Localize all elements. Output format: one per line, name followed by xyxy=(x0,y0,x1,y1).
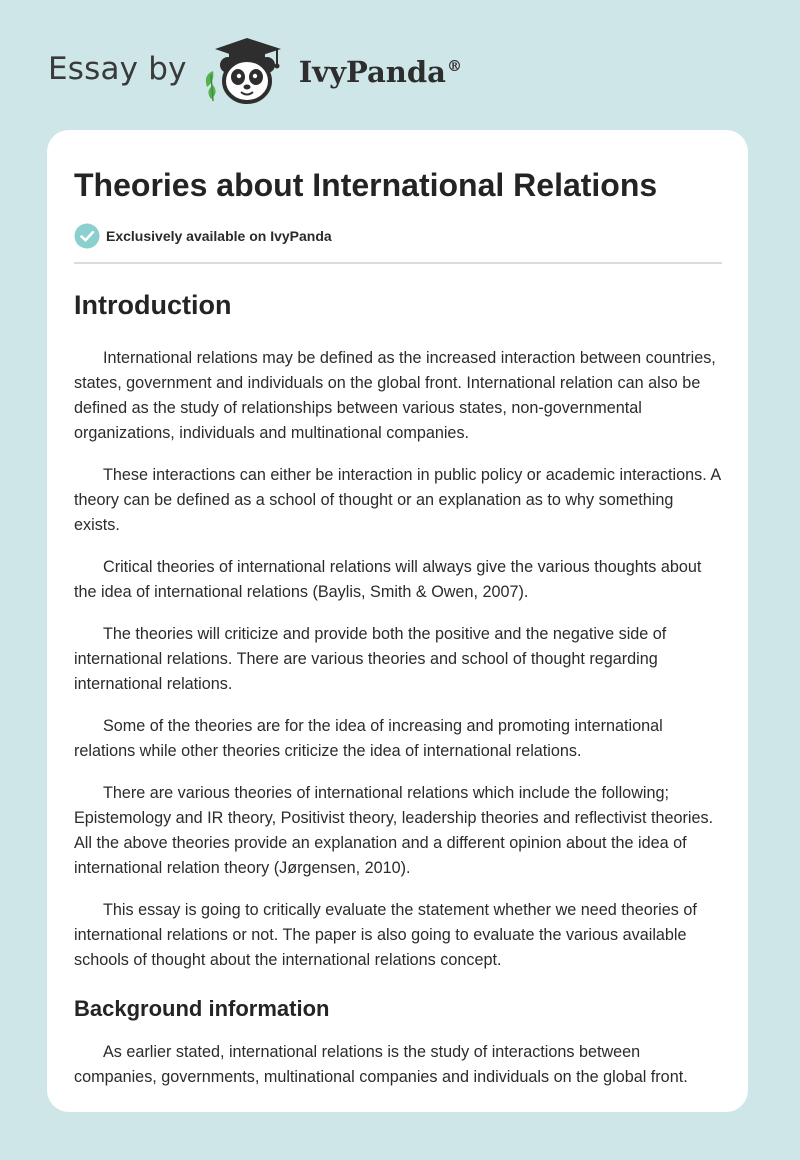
section-heading-introduction: Introduction xyxy=(74,290,232,320)
brand-name: IvyPanda® xyxy=(298,55,462,89)
brand-header xyxy=(48,36,508,106)
paragraph: There are various theories of international relations which include the following; Epistemology and IR theory, Positivist theory, leadership theories and reflectivist theories. All the above theories provide an explanation and a different opinion about the idea of international relation theory (Jørgensen, 2010). xyxy=(74,784,714,877)
section-heading-background: Background information xyxy=(74,996,330,1021)
page-title: Theories about International Relations xyxy=(74,167,658,203)
paragraph: The theories will criticize and provide both the positive and the negative side of international relations. There are various theories and school of thought regarding international relations. xyxy=(74,625,667,693)
check-circle-icon xyxy=(74,223,100,249)
introduction-body xyxy=(74,346,722,973)
brand-prefix: Essay by xyxy=(48,51,187,87)
registered-mark: ® xyxy=(446,57,462,76)
title-divider xyxy=(74,262,722,264)
panda-graduate-icon xyxy=(201,35,291,107)
paragraph: This essay is going to critically evaluate the statement whether we need theories of international relations or not. The paper is also going to evaluate the various available schools of thought about the international relations concept. xyxy=(74,901,697,969)
paragraph: These interactions can either be interaction in public policy or academic interactions. A theory can be defined as a school of thought or an explanation as to why something exists. xyxy=(74,466,721,534)
badge-label: Exclusively available on IvyPanda xyxy=(106,228,332,244)
background-body xyxy=(74,1040,722,1090)
paragraph: As earlier stated, international relations is the study of interactions between companies, governments, multinational companies and individuals on the global front. xyxy=(74,1043,688,1086)
exclusive-badge xyxy=(74,223,722,249)
paragraph: Some of the theories are for the idea of increasing and promoting international relations while other theories criticize the idea of international relations. xyxy=(74,717,663,760)
paragraph: Critical theories of international relations will always give the various thoughts about the idea of international relations (Baylis, Smith & Owen, 2007). xyxy=(74,558,702,601)
paragraph: International relations may be defined as the increased interaction between countries, states, government and individuals on the global front. International relation can also be defined as the study of relationships between various states, non-governmental organizations, individuals and multinational companies. xyxy=(74,349,716,442)
essay-card xyxy=(47,130,748,1112)
